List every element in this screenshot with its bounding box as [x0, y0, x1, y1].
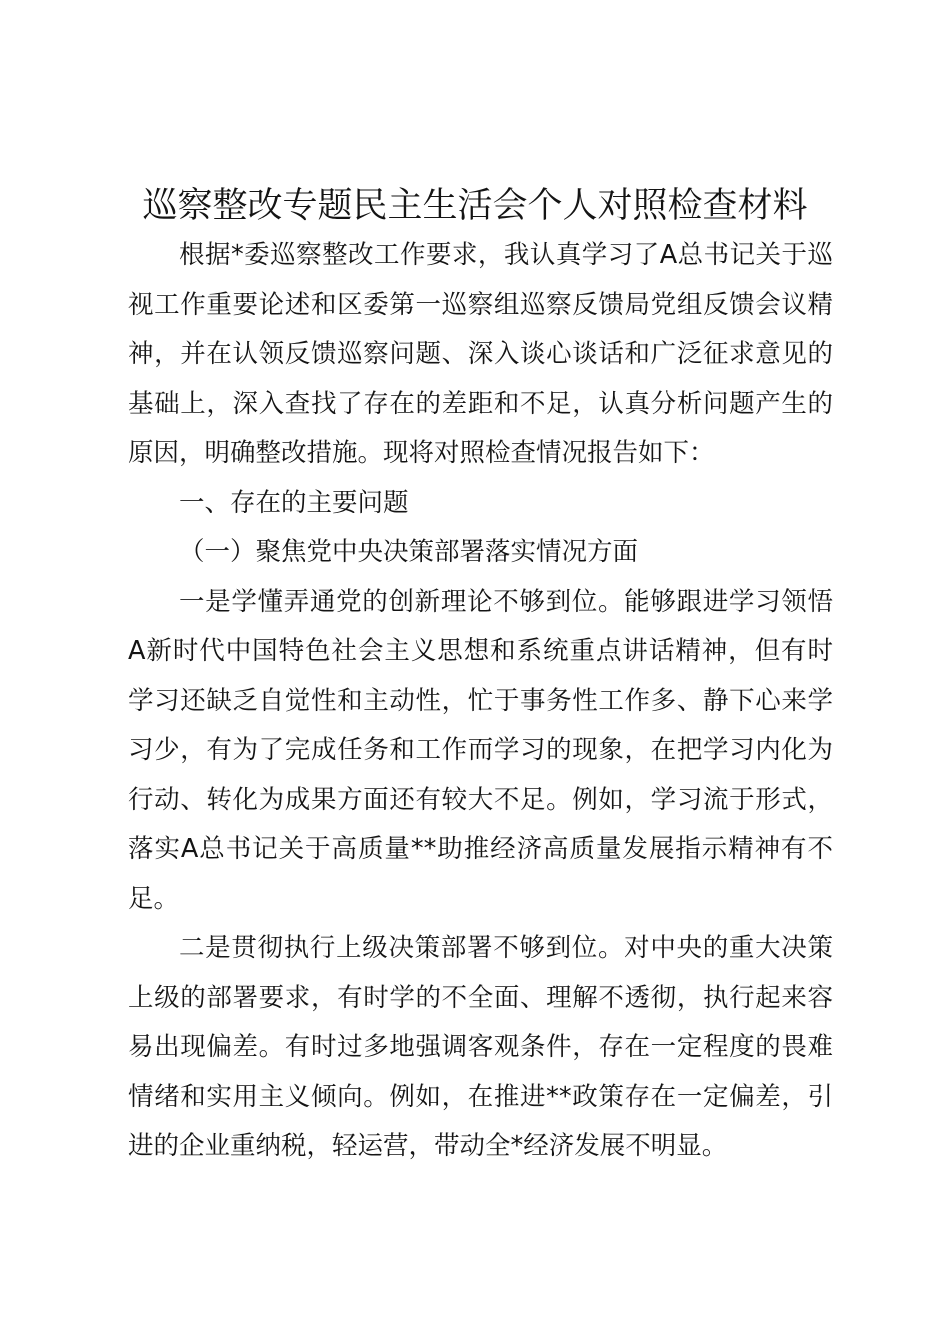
intro-paragraph: 根据*委巡察整改工作要求，我认真学习了A总书记关于巡视工作重要论述和区委第一巡察组巡察反馈局党组反馈会议精神，并在认领反馈巡察问题、深入谈心谈话和广泛征求意见的基础上，深入查找了存在的差距和不足，认真分析问题产生的原因，明确整改措施。现将对照检查情况报告如下： [128, 240, 833, 468]
section-heading: 一、存在的主要问题 [179, 487, 409, 518]
document-body [128, 231, 833, 1172]
issue-paragraph-2: 二是贯彻执行上级决策部署不够到位。对中央的重大决策上级的部署要求，有时学的不全面、理解不透彻，执行起来容易出现偏差。有时过多地强调客观条件，存在一定程度的畏难情绪和实用主义倾向。例如，在推进**政策存在一定偏差，引进的企业重纳税，轻运营，带动全*经济发展不明显。 [128, 933, 833, 1161]
subsection-heading: （一）聚焦党中央决策部署落实情况方面 [179, 537, 639, 567]
document-title: 巡察整改专题民主生活会个人对照检查材料 [142, 186, 808, 226]
issue-paragraph-1: 一是学懂弄通党的创新理论不够到位。能够跟进学习领悟A新时代中国特色社会主义思想和系统重点讲话精神，但有时学习还缺乏自觉性和主动性，忙于事务性工作多、静下心来学习少，有为了完成任务和工作而学习的现象，在把学习内化为行动、转化为成果方面还有较大不足。例如，学习流于形式，落实A总书记关于高质量**助推经济高质量发展指示精神有不足。 [128, 586, 833, 914]
